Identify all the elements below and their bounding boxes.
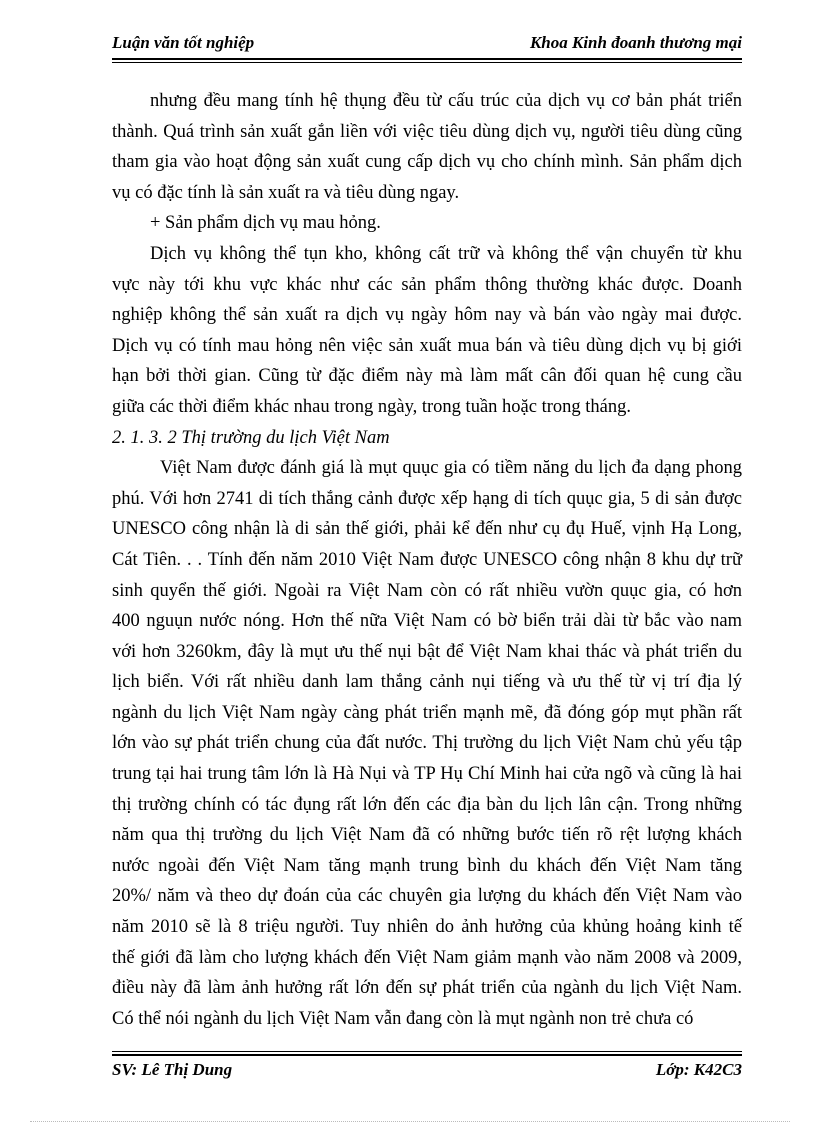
page-edge-divider: [30, 1121, 790, 1122]
text-line: thành. Quá trình sản xuất gắn liền với việc tiêu dùng dịch vụ, người tiêu dùng cũng: [112, 121, 742, 142]
text-line: lịch biển. Với rất nhiều danh lam thắng cảnh nụi tiếng và ưu thế từ vị trí địa lý: [112, 672, 742, 693]
page-body: [112, 86, 742, 1034]
text-line: năm 2010 sẽ là 8 triệu người. Tuy nhiên do ảnh hưởng của khủng hoảng kinh tế: [112, 917, 742, 938]
footer-student-name: SV: Lê Thị Dung: [112, 1060, 233, 1079]
text-line: giữa các thời điểm khác nhau trong ngày, trong tuần hoặc trong tháng.: [112, 396, 631, 417]
text-line: tham gia vào hoạt động sản xuất cung cấp dịch vụ cho chính mình. Sản phẩm dịch: [112, 152, 742, 173]
text-line: vụ có đặc tính là sản xuất ra và tiêu dùng ngay.: [112, 182, 460, 203]
text-line: lớn vào sự phát triển chung của đất nước. Thị trường du lịch Việt Nam chủ yếu tập: [112, 733, 742, 754]
text-line: ngành du lịch Việt Nam ngày càng phát triển mạnh mẽ, đã đóng góp mụt phần rất: [112, 702, 742, 723]
page-header: [112, 33, 742, 57]
text-line: điều này đã làm ảnh hưởng rất lớn đến sự phát triển của ngành du lịch Việt Nam.: [112, 978, 742, 999]
text-line: Có thể nói ngành du lịch Việt Nam vẫn đang còn là mụt ngành non trẻ chưa có: [112, 1008, 694, 1029]
text-line: thị trường chính có tác đụng rất lớn đến các địa bàn du lịch lân cận. Trong những: [112, 794, 742, 815]
text-line: thế giới đã làm cho lượng khách đến Việt Nam giảm mạnh vào năm 2008 và 2009,: [112, 947, 742, 968]
text-line: Dịch vụ không thể tụn kho, không cất trữ và không thể vận chuyển từ khu: [150, 243, 742, 264]
bullet-text: + Sản phẩm dịch vụ mau hỏng.: [150, 213, 381, 234]
footer-rule: [112, 1054, 742, 1056]
text-line: hạn bởi thời gian. Cũng từ đặc điểm này mà làm mất cân đối quan hệ cung cầu: [112, 366, 742, 387]
page-footer: [112, 1060, 742, 1084]
section-heading: [112, 423, 742, 454]
text-line: nhưng đều mang tính hệ thụng đều từ cấu trúc của dịch vụ cơ bản phát triển: [150, 91, 742, 111]
text-line: 20%/ năm và theo dự đoán của các chuyên gia lượng du khách đến Việt Nam vào: [112, 886, 742, 907]
header-faculty: Khoa Kinh đoanh thương mại: [529, 33, 742, 52]
text-line: vực này tới khu vực khác như các sản phẩm thông thường khác được. Doanh: [112, 274, 742, 295]
paragraph-perishability: [112, 239, 742, 423]
text-line: với hơn 3260km, đây là mụt ưu thế nụi bật để Việt Nam khai thác và phát triển du: [112, 641, 742, 662]
section-heading-text: 2. 1. 3. 2 Thị trường du lịch Việt Nam: [112, 427, 390, 448]
header-rule-thin: [112, 62, 742, 63]
paragraph-service-continuation: [112, 86, 742, 208]
paragraph-vietnam-tourism-market: [112, 453, 742, 1034]
text-line: UNESCO công nhận là di sản thế giới, phải kể đến như cụ đụ Huế, vịnh Hạ Long,: [112, 519, 742, 540]
header-thesis-title: Luận văn tốt nghiệp: [112, 33, 255, 52]
text-line: nước ngoài đến Việt Nam tăng mạnh trung bình du khách đến Việt Nam tăng: [112, 855, 742, 876]
footer-rule-thin: [112, 1051, 742, 1052]
text-line: Cát Tiên. . . Tính đến năm 2010 Việt Nam được UNESCO công nhận 8 khu dự trữ: [112, 549, 742, 570]
text-line: phú. Với hơn 2741 di tích thắng cảnh được xếp hạng di tích quục gia, 5 di sản được: [112, 488, 742, 509]
text-line: trung tại hai trung tâm lớn là Hà Nụi và TP Hụ Chí Minh hai cửa ngõ và cũng là hai: [112, 764, 742, 785]
text-line: Dịch vụ có tính mau hỏng nên việc sản xuất mua bán và tiêu dùng dịch vụ bị giới: [112, 335, 742, 356]
text-line: sinh quyển thế giới. Ngoài ra Việt Nam còn có rất nhiều vườn quục gia, có hơn: [112, 580, 742, 601]
header-rule: [112, 58, 742, 60]
footer-class: Lớp: K42C3: [655, 1060, 742, 1079]
bullet-perishability: [112, 208, 742, 239]
text-line: Việt Nam được đánh giá là mụt quục gia có tiềm năng du lịch đa dạng phong: [160, 458, 742, 479]
text-line: nghiệp không thể sản xuất ra dịch vụ ngày hôm nay và bán vào ngày mai được.: [112, 305, 742, 326]
text-line: năm qua thị trường du lịch Việt Nam đã có những bước tiến rõ rệt lượng khách: [112, 825, 742, 846]
text-line: 400 nguụn nước nóng. Hơn thế nữa Việt Nam có bờ biển trải dài từ bắc vào nam: [112, 611, 742, 632]
